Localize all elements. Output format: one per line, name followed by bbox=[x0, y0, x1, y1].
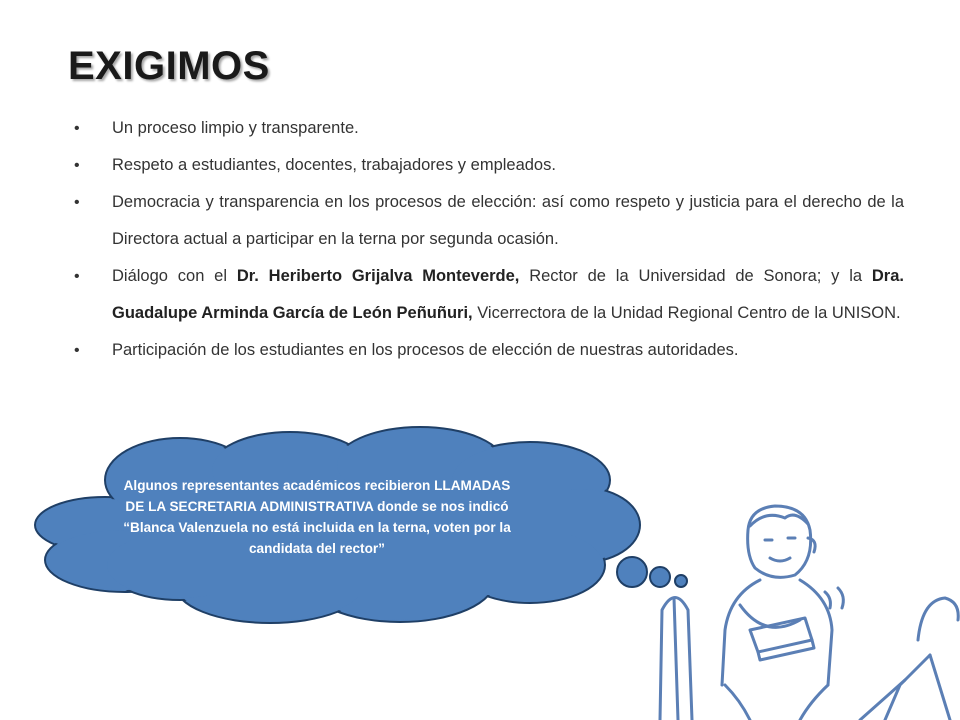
bullet-text: Vicerrectora de la Unidad Regional Centro de la UNISON. bbox=[472, 304, 901, 322]
bullet-item bbox=[72, 147, 904, 184]
bullet-text: Respeto a estudiantes, docentes, trabajadores y empleados. bbox=[112, 156, 556, 174]
bullet-text: Diálogo con el bbox=[112, 267, 237, 285]
bullet-text: Rector de la Universidad de Sonora; y la bbox=[519, 267, 872, 285]
bullet-text: Un proceso limpio y transparente. bbox=[112, 119, 359, 137]
bullet-text: Participación de los estudiantes en los procesos de elección de nuestras autoridades. bbox=[112, 341, 739, 359]
bullet-emphasis: Dra. Guadalupe Arminda García de León Peñuñuri, bbox=[112, 267, 904, 322]
bullet-emphasis: Dr. Heriberto Grijalva Monteverde, bbox=[236, 267, 520, 285]
bullet-item bbox=[72, 332, 904, 369]
thought-bubble bbox=[30, 425, 690, 630]
bullet-list bbox=[72, 110, 904, 369]
slide-title: EXIGIMOS bbox=[68, 44, 270, 88]
thought-bubble-text: Algunos representantes académicos recibieron LLAMADAS DE LA SECRETARIA ADMINISTRATIVA donde se nos indicó “Blanca Valenzuela no está incluida en la terna, voten por la candidata del rector” bbox=[123, 478, 511, 556]
bullet-item bbox=[72, 110, 904, 147]
student-thinking-illustration bbox=[600, 480, 960, 720]
bullet-item bbox=[72, 184, 904, 258]
bullet-item bbox=[72, 258, 904, 332]
bullet-text: Democracia y transparencia en los procesos de elección: así como respeto y justicia para el derecho de la Directora actual a participar en la terna por segunda ocasión. bbox=[112, 193, 904, 248]
